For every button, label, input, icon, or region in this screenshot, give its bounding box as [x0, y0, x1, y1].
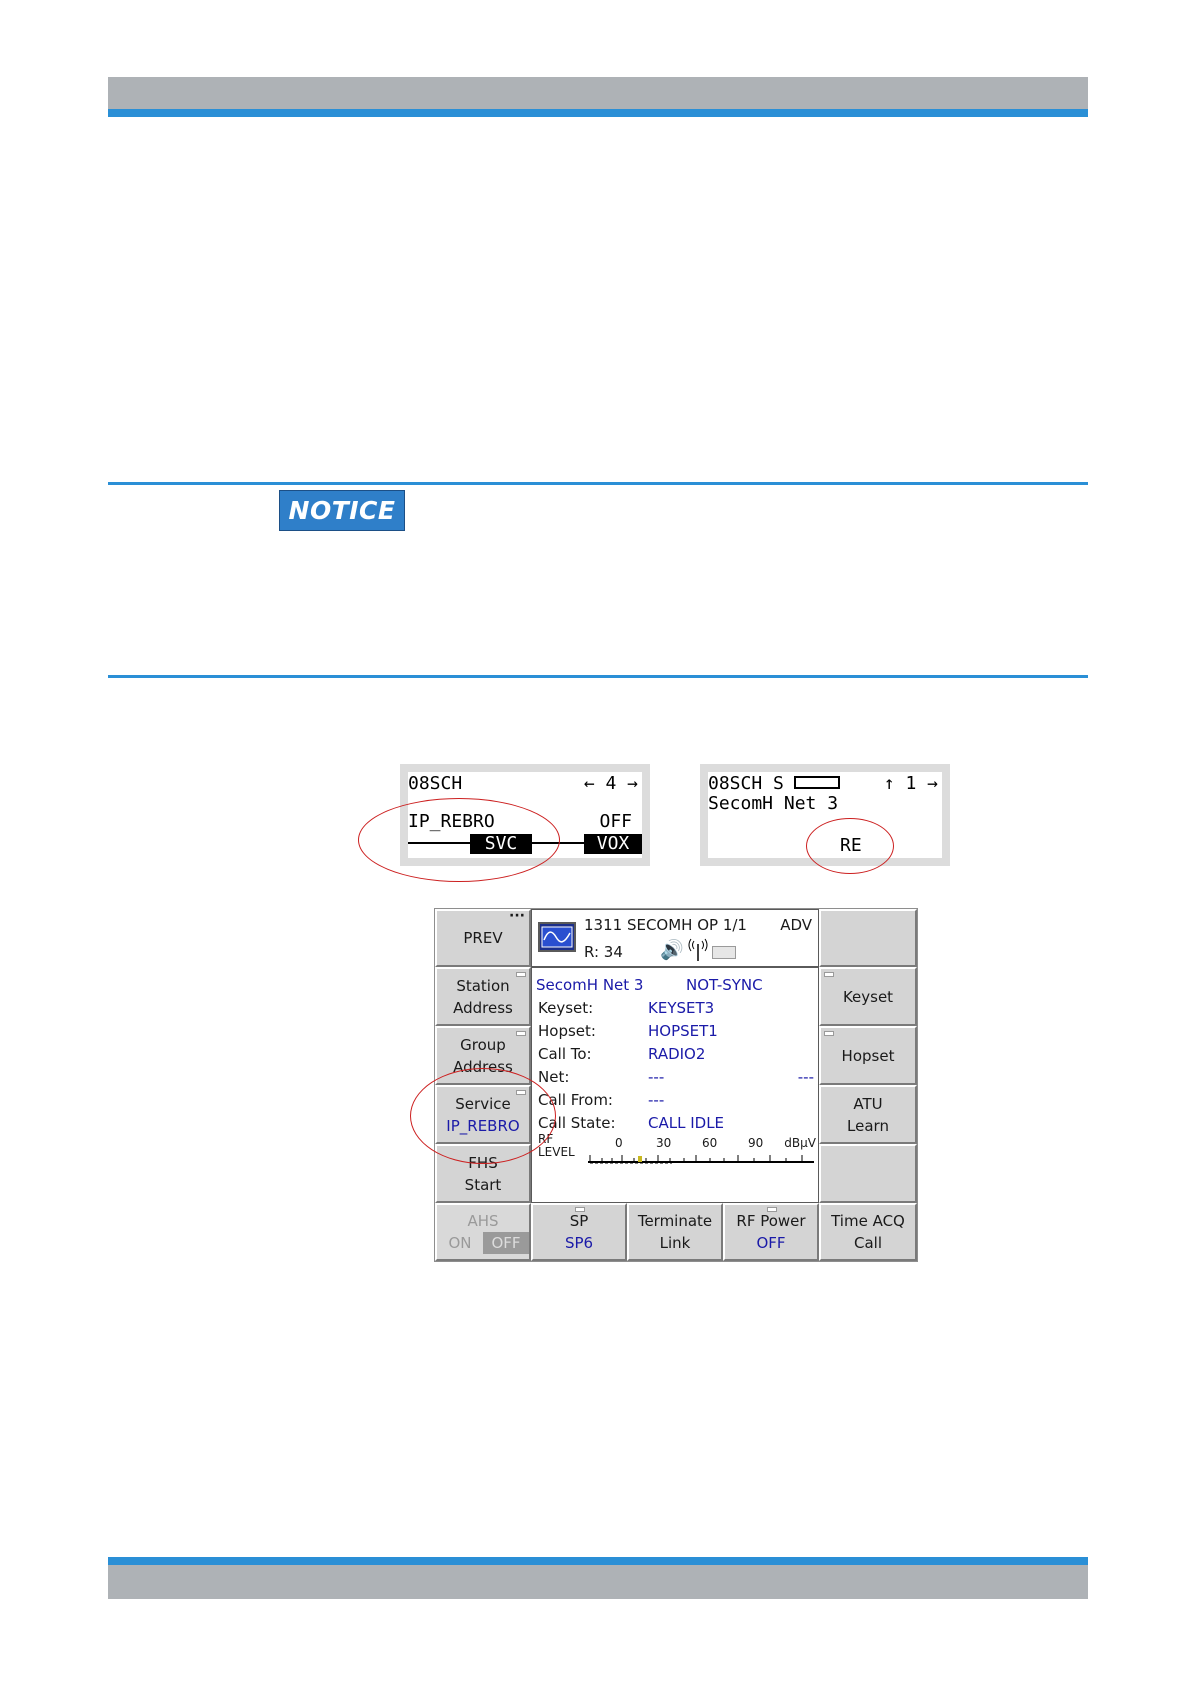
sp-label: SP	[569, 1212, 589, 1230]
service-line1: Service	[455, 1094, 511, 1113]
scale-60: 60	[702, 1136, 718, 1150]
group-address-line1: Group	[460, 1035, 506, 1054]
lcd-right-line1-left: 08SCH S	[708, 773, 784, 794]
prev-button[interactable]	[435, 909, 531, 967]
header-accent-line	[108, 109, 1088, 117]
speaker-icon: 🔊	[660, 939, 684, 961]
header-bar	[108, 77, 1088, 109]
ahs-label: AHS	[467, 1212, 499, 1230]
atu-learn-line2: Learn	[847, 1116, 889, 1135]
atu-learn-line1: ATU	[853, 1094, 883, 1113]
lcd-left-line1-right: ← 4 →	[583, 773, 638, 794]
main-display	[531, 967, 819, 1203]
net-row-value: ---	[648, 1068, 665, 1086]
notice-badge: NOTICE	[279, 490, 405, 531]
keyset-row-value: KEYSET3	[648, 999, 715, 1017]
keyset-row-label: Keyset:	[538, 999, 594, 1017]
terminate-link-button[interactable]	[627, 1203, 723, 1261]
waveform-icon	[538, 922, 576, 952]
ahs-off: OFF	[483, 1232, 529, 1254]
signal-scale-icon	[794, 777, 840, 789]
lcd-left-line2-right: OFF	[599, 811, 632, 832]
sync-status: NOT-SYNC	[686, 976, 763, 994]
footer-bar	[108, 1565, 1088, 1599]
net-row-label: Net:	[538, 1068, 570, 1086]
group-address-line2: Address	[453, 1057, 513, 1076]
hopset-button[interactable]	[819, 1026, 917, 1085]
softkey-tab-icon	[767, 1207, 777, 1212]
rf-level-meter	[588, 1152, 814, 1164]
lcd-left-line2-left: IP_REBRO	[408, 811, 495, 832]
callstate-row-value: CALL IDLE	[648, 1114, 725, 1132]
lcd-right-line2: SecomH Net 3	[708, 793, 839, 814]
rf-power-button[interactable]	[723, 1203, 819, 1261]
radio-title: 1311 SECOMH OP 1/1	[584, 916, 747, 934]
callfrom-row-label: Call From:	[538, 1091, 613, 1109]
ahs-on: ON	[448, 1234, 472, 1252]
station-address-line2: Address	[453, 998, 513, 1017]
keyset-label: Keyset	[842, 987, 894, 1006]
station-address-line1: Station	[456, 976, 510, 995]
softkey-tab-icon	[824, 972, 834, 977]
ahs-switch	[437, 1232, 529, 1254]
lcd-right-re-key[interactable]: RE	[840, 835, 862, 856]
hopset-label: Hopset	[841, 1046, 895, 1065]
notice-top-rule	[108, 482, 1088, 485]
atu-learn-button[interactable]	[819, 1085, 917, 1144]
station-address-button[interactable]	[435, 967, 531, 1026]
time-acq-call-button[interactable]	[819, 1203, 917, 1261]
lcd-left-svc-key[interactable]: SVC	[470, 834, 532, 854]
signal-scale-top	[794, 776, 840, 778]
rf-power-label: RF Power	[736, 1212, 806, 1230]
radio-r-value: R: 34	[584, 943, 623, 961]
lcd-left-vox-key[interactable]: VOX	[584, 834, 642, 854]
prev-label: PREV	[463, 929, 503, 947]
highlight-ellipse-service	[410, 1068, 556, 1164]
radio-mode: ADV	[780, 916, 812, 934]
antenna-icon	[688, 938, 708, 962]
lcd-left-line1-left: 08SCH	[408, 773, 463, 794]
rf-power-value: OFF	[756, 1234, 786, 1252]
fhs-start-line1: FHS	[468, 1153, 498, 1172]
callto-row-value: RADIO2	[648, 1045, 706, 1063]
scale-0: 0	[615, 1136, 623, 1150]
empty-softkey-top-right[interactable]	[819, 909, 917, 967]
lcd-right-line1-right: ↑ 1 →	[883, 773, 938, 794]
net-name: SecomH Net 3	[536, 976, 644, 994]
ahs-toggle[interactable]	[435, 1203, 531, 1261]
footer-accent-line	[108, 1557, 1088, 1565]
service-value: IP_REBRO	[446, 1116, 520, 1135]
rf-label: RF	[538, 1132, 554, 1146]
terminate-line1: Terminate	[637, 1212, 713, 1230]
highlight-ellipse-svc	[358, 798, 560, 882]
hopset-row-label: Hopset:	[538, 1022, 596, 1040]
sp-button[interactable]	[531, 1203, 627, 1261]
fhs-start-line2: Start	[464, 1175, 502, 1194]
softkey-tab-icon	[516, 972, 526, 977]
more-dots-icon: ···	[509, 908, 525, 924]
empty-softkey-right[interactable]	[819, 1144, 917, 1203]
hopset-row-value: HOPSET1	[648, 1022, 718, 1040]
status-header	[531, 909, 819, 967]
scale-30: 30	[656, 1136, 672, 1150]
sp-value: SP6	[564, 1234, 594, 1252]
callstate-row-label: Call State:	[538, 1114, 616, 1132]
battery-icon	[712, 946, 736, 959]
scale-unit: dBµV	[784, 1136, 816, 1150]
time-acq-line1: Time ACQ	[831, 1212, 905, 1230]
level-label: LEVEL	[538, 1145, 575, 1159]
keyset-button[interactable]	[819, 967, 917, 1026]
callfrom-row-value: ---	[648, 1091, 665, 1109]
softkey-tab-icon	[516, 1031, 526, 1036]
time-acq-line2: Call	[853, 1234, 882, 1252]
callto-row-label: Call To:	[538, 1045, 592, 1063]
net-row-extra: ---	[797, 1068, 814, 1086]
softkey-tab-icon	[575, 1207, 585, 1212]
terminate-line2: Link	[659, 1234, 691, 1252]
scale-90: 90	[748, 1136, 764, 1150]
highlight-ellipse-re	[806, 818, 894, 874]
notice-bottom-rule	[108, 675, 1088, 678]
softkey-tab-icon	[824, 1031, 834, 1036]
